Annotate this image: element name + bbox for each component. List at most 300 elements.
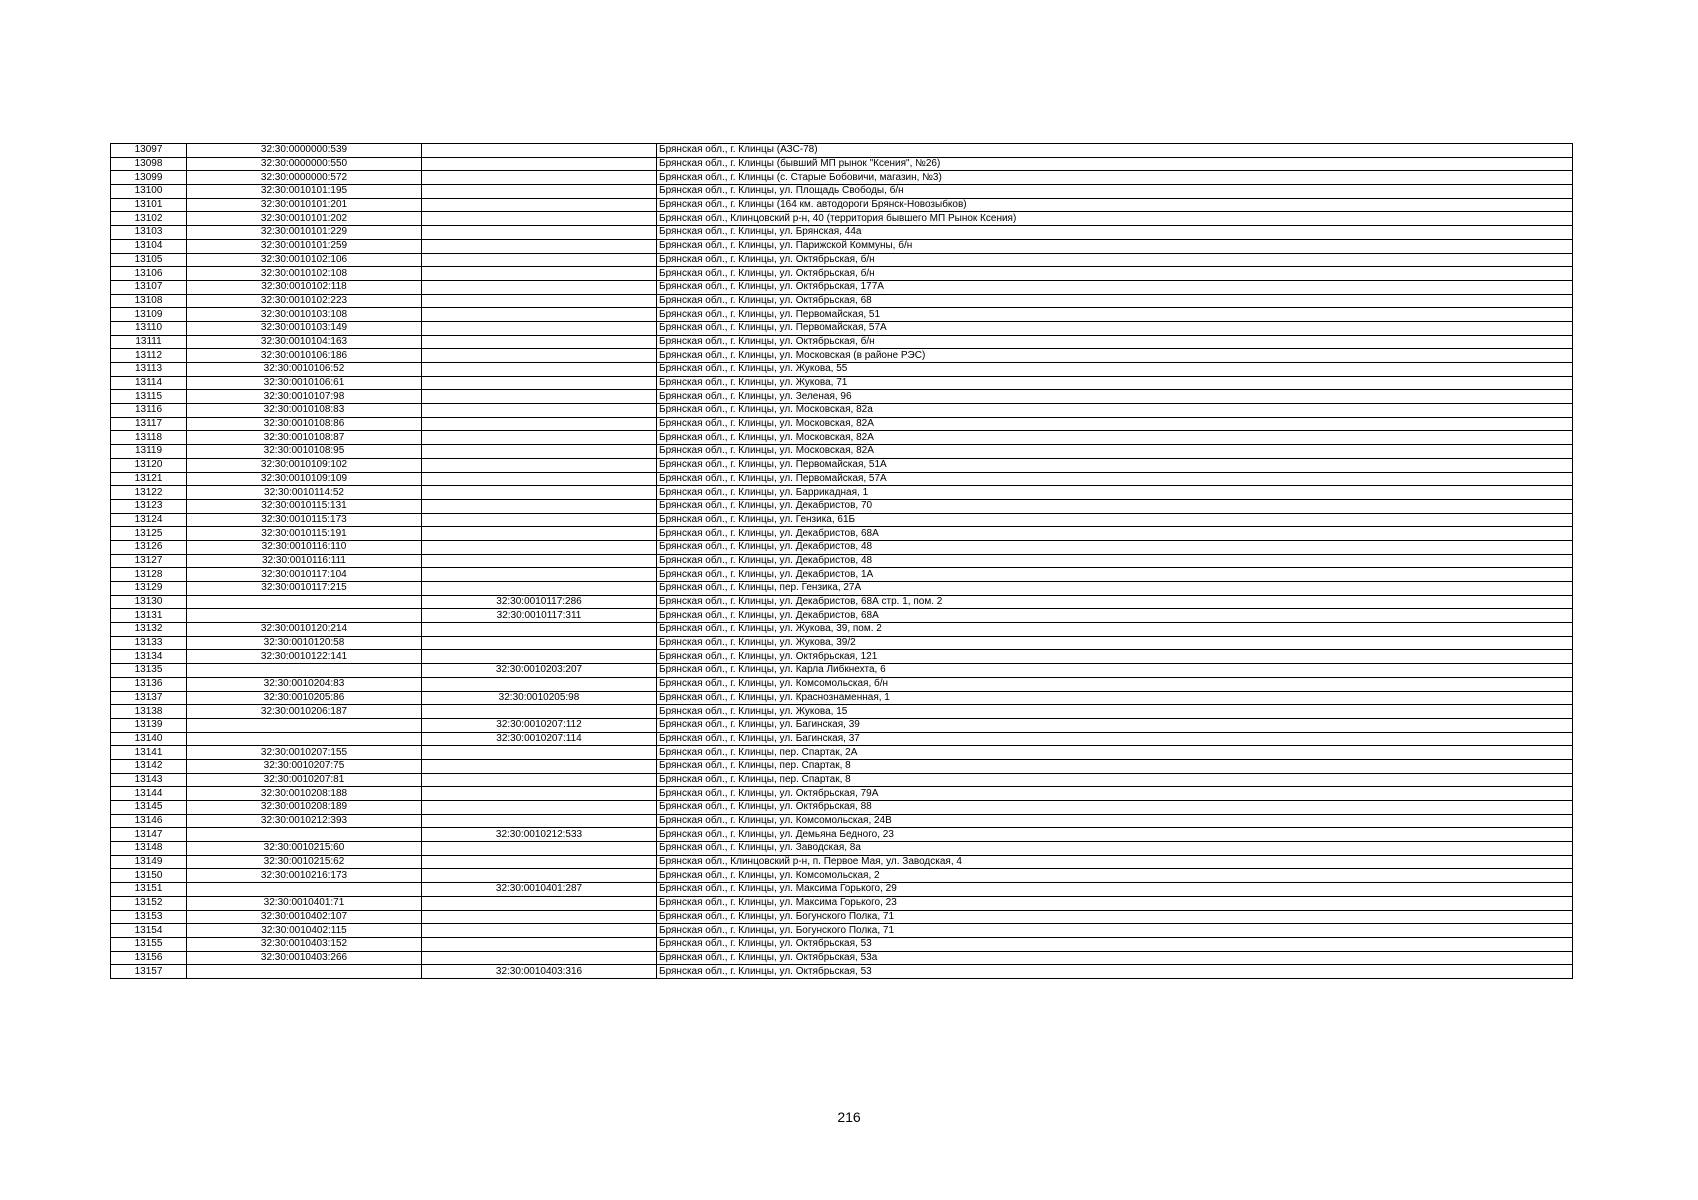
address-cell: Брянская обл., г. Клинцы, ул. Московская, 82А (657, 445, 1573, 459)
row-number-cell: 13098 (111, 157, 187, 171)
address-cell: Брянская обл., г. Клинцы, пер. Гензика, 27А (657, 582, 1573, 596)
table-row (111, 280, 1573, 294)
object-cadastral-number-cell: 32:30:0010207:114 (422, 732, 657, 746)
object-cadastral-number-cell: 32:30:0010117:286 (422, 595, 657, 609)
row-number-cell: 13135 (111, 664, 187, 678)
address-cell: Брянская обл., г. Клинцы, ул. Октябрьская, 177А (657, 280, 1573, 294)
land-cadastral-number-cell: 32:30:0010115:131 (187, 499, 422, 513)
land-cadastral-number-cell: 32:30:0010101:201 (187, 198, 422, 212)
row-number-cell: 13114 (111, 376, 187, 390)
address-cell: Брянская обл., г. Клинцы (бывший МП рынок "Ксения", №26) (657, 157, 1573, 171)
land-cadastral-number-cell: 32:30:0010103:108 (187, 308, 422, 322)
address-cell: Брянская обл., г. Клинцы, ул. Московская, 82А (657, 417, 1573, 431)
table-row (111, 513, 1573, 527)
object-cadastral-number-cell (422, 677, 657, 691)
land-cadastral-number-cell (187, 664, 422, 678)
address-cell: Брянская обл., г. Клинцы, ул. Декабристов, 48 (657, 554, 1573, 568)
table-row (111, 801, 1573, 815)
table-row (111, 417, 1573, 431)
address-cell: Брянская обл., г. Клинцы, ул. Октябрьская, б/н (657, 267, 1573, 281)
row-number-cell: 13129 (111, 582, 187, 596)
object-cadastral-number-cell (422, 198, 657, 212)
object-cadastral-number-cell (422, 171, 657, 185)
table-row (111, 910, 1573, 924)
row-number-cell: 13100 (111, 185, 187, 199)
row-number-cell: 13099 (111, 171, 187, 185)
table-row (111, 363, 1573, 377)
land-cadastral-number-cell: 32:30:0010103:149 (187, 321, 422, 335)
table-row (111, 212, 1573, 226)
row-number-cell: 13152 (111, 896, 187, 910)
object-cadastral-number-cell (422, 226, 657, 240)
address-cell: Брянская обл., г. Клинцы, ул. Московская, 82а (657, 404, 1573, 418)
row-number-cell: 13143 (111, 773, 187, 787)
row-number-cell: 13156 (111, 951, 187, 965)
address-cell: Брянская обл., г. Клинцы, ул. Жукова, 55 (657, 363, 1573, 377)
object-cadastral-number-cell (422, 773, 657, 787)
table-row (111, 294, 1573, 308)
object-cadastral-number-cell (422, 458, 657, 472)
table-row (111, 568, 1573, 582)
row-number-cell: 13146 (111, 814, 187, 828)
land-cadastral-number-cell: 32:30:0010109:102 (187, 458, 422, 472)
object-cadastral-number-cell (422, 801, 657, 815)
land-cadastral-number-cell (187, 732, 422, 746)
row-number-cell: 13155 (111, 937, 187, 951)
land-cadastral-number-cell: 32:30:0010120:58 (187, 636, 422, 650)
object-cadastral-number-cell (422, 185, 657, 199)
object-cadastral-number-cell (422, 308, 657, 322)
object-cadastral-number-cell (422, 924, 657, 938)
table-row (111, 677, 1573, 691)
table-row (111, 308, 1573, 322)
table-row (111, 404, 1573, 418)
object-cadastral-number-cell: 32:30:0010117:311 (422, 609, 657, 623)
land-cadastral-number-cell: 32:30:0010206:187 (187, 705, 422, 719)
land-cadastral-number-cell: 32:30:0010120:214 (187, 623, 422, 637)
land-cadastral-number-cell (187, 595, 422, 609)
object-cadastral-number-cell (422, 349, 657, 363)
row-number-cell: 13138 (111, 705, 187, 719)
land-cadastral-number-cell: 32:30:0010101:195 (187, 185, 422, 199)
row-number-cell: 13103 (111, 226, 187, 240)
row-number-cell: 13136 (111, 677, 187, 691)
table-row (111, 431, 1573, 445)
row-number-cell: 13131 (111, 609, 187, 623)
land-cadastral-number-cell: 32:30:0010102:106 (187, 253, 422, 267)
object-cadastral-number-cell (422, 445, 657, 459)
land-cadastral-number-cell: 32:30:0010102:108 (187, 267, 422, 281)
land-cadastral-number-cell: 32:30:0010106:52 (187, 363, 422, 377)
table-row (111, 746, 1573, 760)
object-cadastral-number-cell: 32:30:0010205:98 (422, 691, 657, 705)
address-cell: Брянская обл., г. Клинцы, ул. Жукова, 71 (657, 376, 1573, 390)
land-cadastral-number-cell: 32:30:0010101:229 (187, 226, 422, 240)
object-cadastral-number-cell (422, 869, 657, 883)
table-row (111, 582, 1573, 596)
table-row (111, 390, 1573, 404)
table-row (111, 267, 1573, 281)
object-cadastral-number-cell (422, 554, 657, 568)
object-cadastral-number-cell (422, 499, 657, 513)
address-cell: Брянская обл., г. Клинцы, ул. Брянская, 44а (657, 226, 1573, 240)
object-cadastral-number-cell (422, 582, 657, 596)
land-cadastral-number-cell: 32:30:0010106:61 (187, 376, 422, 390)
page-number: 216 (837, 1109, 861, 1125)
object-cadastral-number-cell (422, 239, 657, 253)
object-cadastral-number-cell: 32:30:0010212:533 (422, 828, 657, 842)
address-cell: Брянская обл., г. Клинцы, ул. Максима Горького, 29 (657, 883, 1573, 897)
object-cadastral-number-cell (422, 896, 657, 910)
table-row (111, 759, 1573, 773)
row-number-cell: 13118 (111, 431, 187, 445)
object-cadastral-number-cell (422, 144, 657, 158)
table-row (111, 883, 1573, 897)
land-cadastral-number-cell: 32:30:0010104:163 (187, 335, 422, 349)
table-row (111, 869, 1573, 883)
address-cell: Брянская обл., г. Клинцы, ул. Краснознаменная, 1 (657, 691, 1573, 705)
table-row (111, 636, 1573, 650)
address-cell: Брянская обл., г. Клинцы, ул. Декабристов, 68А стр. 1, пом. 2 (657, 595, 1573, 609)
object-cadastral-number-cell (422, 705, 657, 719)
object-cadastral-number-cell (422, 568, 657, 582)
table-row (111, 185, 1573, 199)
object-cadastral-number-cell (422, 472, 657, 486)
row-number-cell: 13122 (111, 486, 187, 500)
address-cell: Брянская обл., г. Клинцы (164 км. автодороги Брянск-Новозыбков) (657, 198, 1573, 212)
object-cadastral-number-cell (422, 842, 657, 856)
address-cell: Брянская обл., г. Клинцы, пер. Спартак, 2А (657, 746, 1573, 760)
row-number-cell: 13112 (111, 349, 187, 363)
land-cadastral-number-cell: 32:30:0010117:104 (187, 568, 422, 582)
address-cell: Брянская обл., г. Клинцы, ул. Октябрьская, 79А (657, 787, 1573, 801)
land-cadastral-number-cell: 32:30:0010108:95 (187, 445, 422, 459)
table-row (111, 691, 1573, 705)
table-row (111, 705, 1573, 719)
table-row (111, 609, 1573, 623)
table-row (111, 718, 1573, 732)
object-cadastral-number-cell (422, 431, 657, 445)
address-cell: Брянская обл., г. Клинцы, ул. Богунского Полка, 71 (657, 910, 1573, 924)
land-cadastral-number-cell: 32:30:0010402:115 (187, 924, 422, 938)
row-number-cell: 13145 (111, 801, 187, 815)
row-number-cell: 13125 (111, 527, 187, 541)
object-cadastral-number-cell (422, 253, 657, 267)
object-cadastral-number-cell (422, 404, 657, 418)
object-cadastral-number-cell (422, 321, 657, 335)
row-number-cell: 13133 (111, 636, 187, 650)
object-cadastral-number-cell (422, 335, 657, 349)
row-number-cell: 13117 (111, 417, 187, 431)
land-cadastral-number-cell: 32:30:0010215:62 (187, 855, 422, 869)
table-row (111, 349, 1573, 363)
table-row (111, 527, 1573, 541)
row-number-cell: 13127 (111, 554, 187, 568)
address-cell: Брянская обл., г. Клинцы, ул. Октябрьская, б/н (657, 335, 1573, 349)
address-cell: Брянская обл., г. Клинцы, ул. Московская, 82А (657, 431, 1573, 445)
land-cadastral-number-cell: 32:30:0010205:86 (187, 691, 422, 705)
land-cadastral-number-cell: 32:30:0010216:173 (187, 869, 422, 883)
address-cell: Брянская обл., г. Клинцы, ул. Комсомольская, 24В (657, 814, 1573, 828)
address-cell: Брянская обл., г. Клинцы, ул. Зеленая, 96 (657, 390, 1573, 404)
registry-table-body (111, 144, 1573, 979)
row-number-cell: 13126 (111, 540, 187, 554)
table-row (111, 376, 1573, 390)
land-cadastral-number-cell: 32:30:0010108:87 (187, 431, 422, 445)
land-cadastral-number-cell: 32:30:0010102:118 (187, 280, 422, 294)
row-number-cell: 13121 (111, 472, 187, 486)
object-cadastral-number-cell (422, 212, 657, 226)
land-cadastral-number-cell: 32:30:0010101:202 (187, 212, 422, 226)
address-cell: Брянская обл., г. Клинцы, ул. Первомайская, 57А (657, 472, 1573, 486)
address-cell: Брянская обл., г. Клинцы, ул. Жукова, 39, пом. 2 (657, 623, 1573, 637)
address-cell: Брянская обл., г. Клинцы, ул. Декабристов, 1А (657, 568, 1573, 582)
land-cadastral-number-cell: 32:30:0010116:110 (187, 540, 422, 554)
address-cell: Брянская обл., г. Клинцы, ул. Багинская, 37 (657, 732, 1573, 746)
table-row (111, 226, 1573, 240)
land-cadastral-number-cell: 32:30:0010208:189 (187, 801, 422, 815)
address-cell: Брянская обл., г. Клинцы, ул. Декабристов, 68А (657, 609, 1573, 623)
table-row (111, 650, 1573, 664)
address-cell: Брянская обл., г. Клинцы, ул. Карла Либкнехта, 6 (657, 664, 1573, 678)
land-cadastral-number-cell: 32:30:0010106:186 (187, 349, 422, 363)
row-number-cell: 13142 (111, 759, 187, 773)
object-cadastral-number-cell (422, 376, 657, 390)
address-cell: Брянская обл., г. Клинцы, пер. Спартак, 8 (657, 759, 1573, 773)
land-cadastral-number-cell: 32:30:0010109:109 (187, 472, 422, 486)
object-cadastral-number-cell (422, 280, 657, 294)
object-cadastral-number-cell (422, 814, 657, 828)
address-cell: Брянская обл., г. Клинцы, ул. Заводская, 8а (657, 842, 1573, 856)
address-cell: Брянская обл., г. Клинцы, ул. Багинская, 39 (657, 718, 1573, 732)
row-number-cell: 13153 (111, 910, 187, 924)
land-cadastral-number-cell: 32:30:0010215:60 (187, 842, 422, 856)
table-row (111, 458, 1573, 472)
row-number-cell: 13115 (111, 390, 187, 404)
object-cadastral-number-cell (422, 759, 657, 773)
land-cadastral-number-cell: 32:30:0010101:259 (187, 239, 422, 253)
row-number-cell: 13151 (111, 883, 187, 897)
land-cadastral-number-cell (187, 609, 422, 623)
row-number-cell: 13150 (111, 869, 187, 883)
table-row (111, 144, 1573, 158)
object-cadastral-number-cell: 32:30:0010401:287 (422, 883, 657, 897)
row-number-cell: 13147 (111, 828, 187, 842)
land-cadastral-number-cell: 32:30:0000000:539 (187, 144, 422, 158)
row-number-cell: 13132 (111, 623, 187, 637)
land-cadastral-number-cell (187, 718, 422, 732)
object-cadastral-number-cell (422, 787, 657, 801)
address-cell: Брянская обл., г. Клинцы, ул. Комсомольская, б/н (657, 677, 1573, 691)
land-cadastral-number-cell: 32:30:0010401:71 (187, 896, 422, 910)
row-number-cell: 13123 (111, 499, 187, 513)
land-cadastral-number-cell: 32:30:0010122:141 (187, 650, 422, 664)
row-number-cell: 13105 (111, 253, 187, 267)
table-row (111, 198, 1573, 212)
land-cadastral-number-cell: 32:30:0010212:393 (187, 814, 422, 828)
address-cell: Брянская обл., г. Клинцы, ул. Октябрьская, 53 (657, 965, 1573, 979)
row-number-cell: 13148 (111, 842, 187, 856)
land-cadastral-number-cell: 32:30:0010403:152 (187, 937, 422, 951)
address-cell: Брянская обл., г. Клинцы, ул. Жукова, 39/2 (657, 636, 1573, 650)
address-cell: Брянская обл., г. Клинцы, ул. Первомайская, 51 (657, 308, 1573, 322)
address-cell: Брянская обл., г. Клинцы, ул. Декабристов, 48 (657, 540, 1573, 554)
object-cadastral-number-cell (422, 417, 657, 431)
address-cell: Брянская обл., г. Клинцы, ул. Октябрьская, 88 (657, 801, 1573, 815)
land-cadastral-number-cell: 32:30:0010107:98 (187, 390, 422, 404)
table-row (111, 787, 1573, 801)
row-number-cell: 13139 (111, 718, 187, 732)
object-cadastral-number-cell (422, 267, 657, 281)
table-row (111, 595, 1573, 609)
land-cadastral-number-cell: 32:30:0010102:223 (187, 294, 422, 308)
address-cell: Брянская обл., г. Клинцы, ул. Жукова, 15 (657, 705, 1573, 719)
land-cadastral-number-cell: 32:30:0010108:86 (187, 417, 422, 431)
address-cell: Брянская обл., г. Клинцы, ул. Первомайская, 57А (657, 321, 1573, 335)
object-cadastral-number-cell (422, 390, 657, 404)
land-cadastral-number-cell: 32:30:0010207:155 (187, 746, 422, 760)
row-number-cell: 13134 (111, 650, 187, 664)
address-cell: Брянская обл., г. Клинцы, ул. Гензика, 61Б (657, 513, 1573, 527)
table-row (111, 253, 1573, 267)
land-cadastral-number-cell: 32:30:0010403:266 (187, 951, 422, 965)
land-cadastral-number-cell: 32:30:0010114:52 (187, 486, 422, 500)
address-cell: Брянская обл., г. Клинцы, ул. Максима Горького, 23 (657, 896, 1573, 910)
table-row (111, 239, 1573, 253)
row-number-cell: 13144 (111, 787, 187, 801)
address-cell: Брянская обл., г. Клинцы, ул. Декабристов, 68А (657, 527, 1573, 541)
row-number-cell: 13104 (111, 239, 187, 253)
address-cell: Брянская обл., г. Клинцы (АЗС-78) (657, 144, 1573, 158)
address-cell: Брянская обл., г. Клинцы, ул. Демьяна Бедного, 23 (657, 828, 1573, 842)
object-cadastral-number-cell (422, 527, 657, 541)
land-cadastral-number-cell: 32:30:0000000:572 (187, 171, 422, 185)
row-number-cell: 13107 (111, 280, 187, 294)
land-cadastral-number-cell (187, 883, 422, 897)
land-cadastral-number-cell: 32:30:0010116:111 (187, 554, 422, 568)
object-cadastral-number-cell (422, 486, 657, 500)
land-cadastral-number-cell (187, 965, 422, 979)
address-cell: Брянская обл., г. Клинцы, ул. Октябрьская, 53а (657, 951, 1573, 965)
table-row (111, 732, 1573, 746)
row-number-cell: 13110 (111, 321, 187, 335)
land-cadastral-number-cell: 32:30:0010208:188 (187, 787, 422, 801)
address-cell: Брянская обл., г. Клинцы, ул. Площадь Свободы, б/н (657, 185, 1573, 199)
row-number-cell: 13111 (111, 335, 187, 349)
table-row (111, 814, 1573, 828)
row-number-cell: 13141 (111, 746, 187, 760)
object-cadastral-number-cell (422, 937, 657, 951)
address-cell: Брянская обл., г. Клинцы, ул. Комсомольская, 2 (657, 869, 1573, 883)
table-row (111, 855, 1573, 869)
row-number-cell: 13116 (111, 404, 187, 418)
table-row (111, 896, 1573, 910)
object-cadastral-number-cell: 32:30:0010403:316 (422, 965, 657, 979)
address-cell: Брянская обл., г. Клинцы, ул. Октябрьская, 68 (657, 294, 1573, 308)
row-number-cell: 13154 (111, 924, 187, 938)
land-cadastral-number-cell: 32:30:0010108:83 (187, 404, 422, 418)
table-row (111, 445, 1573, 459)
row-number-cell: 13140 (111, 732, 187, 746)
row-number-cell: 13130 (111, 595, 187, 609)
land-cadastral-number-cell: 32:30:0010207:75 (187, 759, 422, 773)
address-cell: Брянская обл., г. Клинцы, ул. Октябрьская, 53 (657, 937, 1573, 951)
address-cell: Брянская обл., Клинцовский р-н, п. Первое Мая, ул. Заводская, 4 (657, 855, 1573, 869)
row-number-cell: 13106 (111, 267, 187, 281)
address-cell: Брянская обл., г. Клинцы, ул. Богунского Полка, 71 (657, 924, 1573, 938)
table-row (111, 965, 1573, 979)
address-cell: Брянская обл., г. Клинцы, ул. Баррикадная, 1 (657, 486, 1573, 500)
address-cell: Брянская обл., г. Клинцы (с. Старые Бобовичи, магазин, №3) (657, 171, 1573, 185)
row-number-cell: 13097 (111, 144, 187, 158)
address-cell: Брянская обл., Клинцовский р-н, 40 (территория бывшего МП Рынок Ксения) (657, 212, 1573, 226)
object-cadastral-number-cell (422, 951, 657, 965)
land-cadastral-number-cell (187, 828, 422, 842)
object-cadastral-number-cell (422, 910, 657, 924)
row-number-cell: 13101 (111, 198, 187, 212)
land-cadastral-number-cell: 32:30:0010204:83 (187, 677, 422, 691)
table-row (111, 472, 1573, 486)
row-number-cell: 13120 (111, 458, 187, 472)
address-cell: Брянская обл., г. Клинцы, ул. Первомайская, 51А (657, 458, 1573, 472)
object-cadastral-number-cell (422, 513, 657, 527)
row-number-cell: 13128 (111, 568, 187, 582)
land-cadastral-number-cell: 32:30:0010115:191 (187, 527, 422, 541)
row-number-cell: 13149 (111, 855, 187, 869)
address-cell: Брянская обл., г. Клинцы, ул. Парижской Коммуны, б/н (657, 239, 1573, 253)
table-row (111, 486, 1573, 500)
row-number-cell: 13119 (111, 445, 187, 459)
row-number-cell: 13137 (111, 691, 187, 705)
table-row (111, 623, 1573, 637)
land-cadastral-number-cell: 32:30:0010115:173 (187, 513, 422, 527)
land-cadastral-number-cell: 32:30:0010402:107 (187, 910, 422, 924)
address-cell: Брянская обл., г. Клинцы, ул. Октябрьская, б/н (657, 253, 1573, 267)
object-cadastral-number-cell: 32:30:0010207:112 (422, 718, 657, 732)
land-cadastral-number-cell: 32:30:0010207:81 (187, 773, 422, 787)
object-cadastral-number-cell (422, 746, 657, 760)
row-number-cell: 13109 (111, 308, 187, 322)
object-cadastral-number-cell (422, 157, 657, 171)
address-cell: Брянская обл., г. Клинцы, пер. Спартак, 8 (657, 773, 1573, 787)
row-number-cell: 13113 (111, 363, 187, 377)
object-cadastral-number-cell (422, 650, 657, 664)
property-registry-table (110, 143, 1573, 979)
object-cadastral-number-cell (422, 855, 657, 869)
table-row (111, 664, 1573, 678)
table-row (111, 540, 1573, 554)
row-number-cell: 13157 (111, 965, 187, 979)
table-row (111, 937, 1573, 951)
table-row (111, 335, 1573, 349)
object-cadastral-number-cell: 32:30:0010203:207 (422, 664, 657, 678)
object-cadastral-number-cell (422, 363, 657, 377)
land-cadastral-number-cell: 32:30:0010117:215 (187, 582, 422, 596)
address-cell: Брянская обл., г. Клинцы, ул. Октябрьская, 121 (657, 650, 1573, 664)
address-cell: Брянская обл., г. Клинцы, ул. Декабристов, 70 (657, 499, 1573, 513)
table-row (111, 499, 1573, 513)
address-cell: Брянская обл., г. Клинцы, ул. Московская (в районе РЭС) (657, 349, 1573, 363)
table-row (111, 951, 1573, 965)
table-row (111, 924, 1573, 938)
table-row (111, 171, 1573, 185)
row-number-cell: 13124 (111, 513, 187, 527)
object-cadastral-number-cell (422, 540, 657, 554)
row-number-cell: 13102 (111, 212, 187, 226)
object-cadastral-number-cell (422, 636, 657, 650)
table-row (111, 157, 1573, 171)
table-row (111, 554, 1573, 568)
